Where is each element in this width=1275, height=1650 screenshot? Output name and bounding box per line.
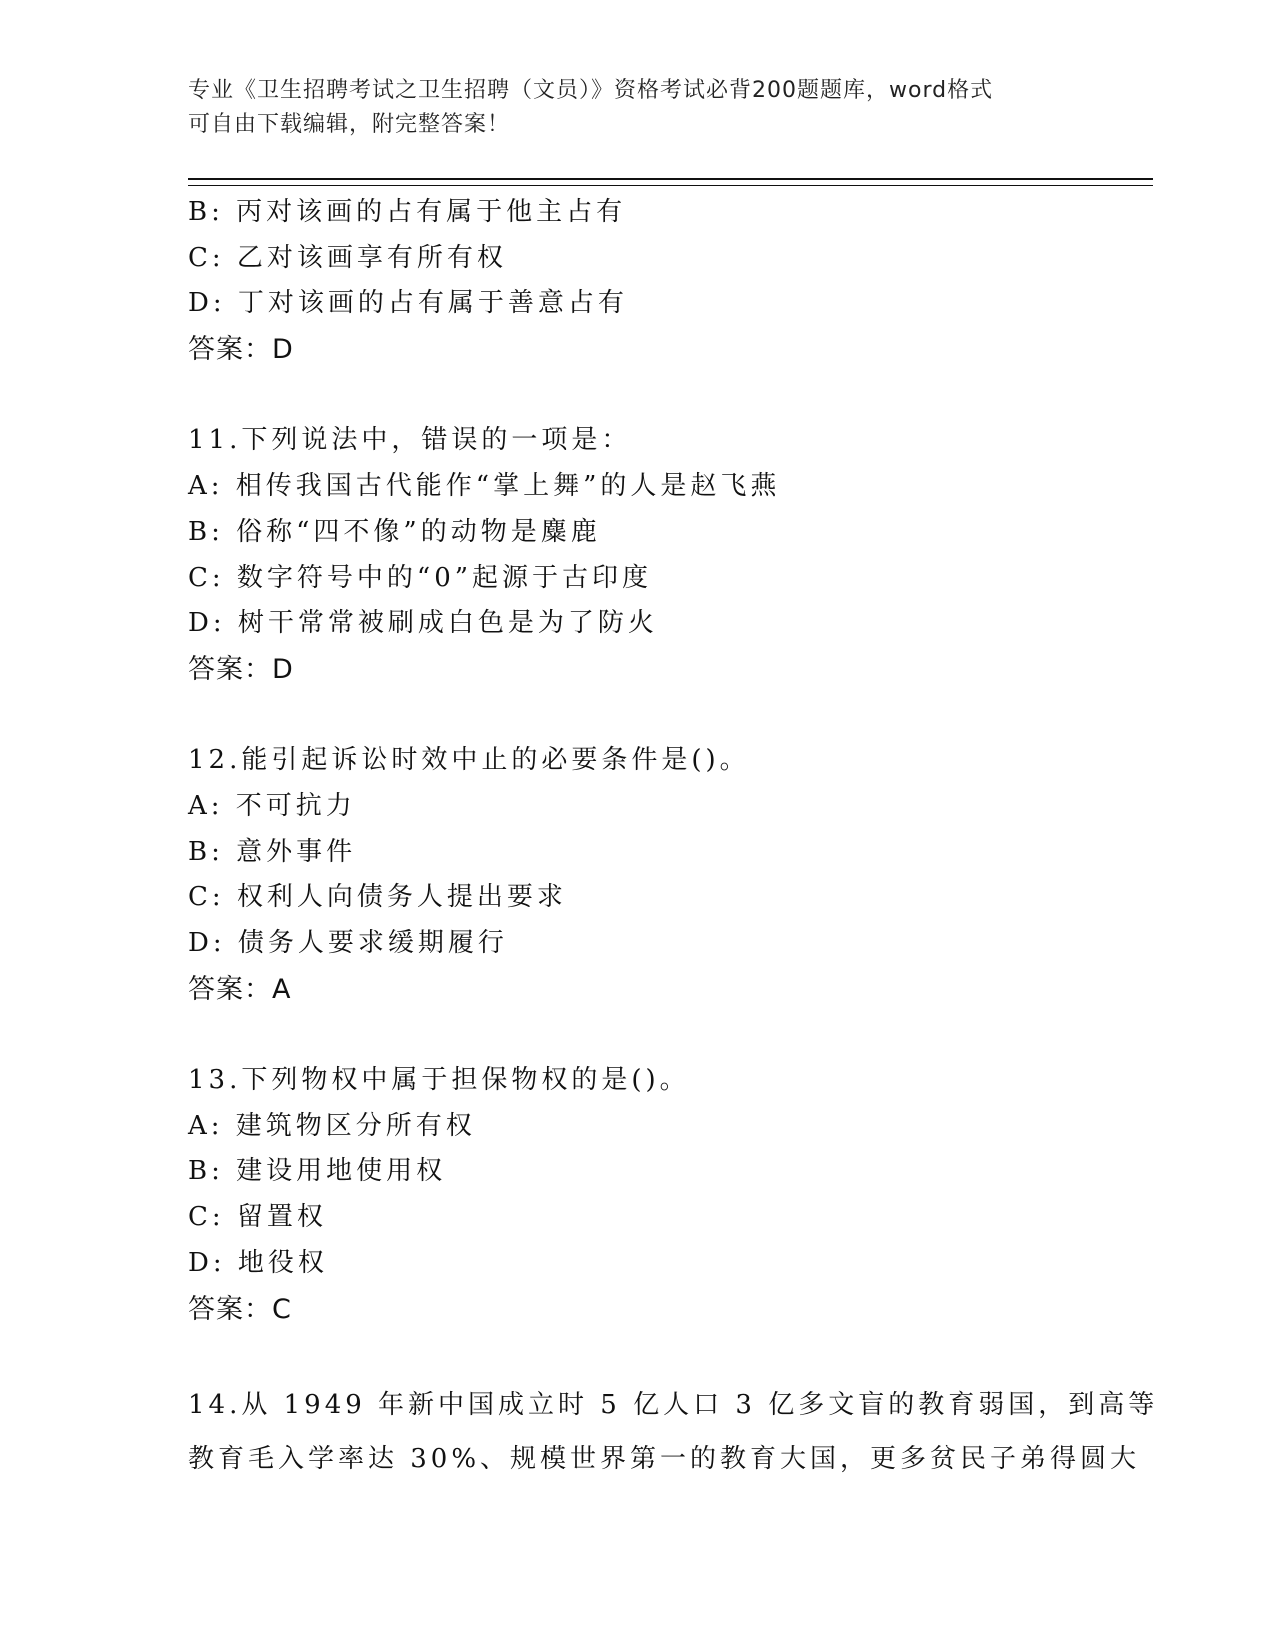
header-title-line-2: 可自由下载编辑，附完整答案！ [188,112,511,137]
option-b: B: 俗称“四不像”的动物是麋鹿 [188,516,601,547]
option-b: B: 意外事件 [188,836,357,867]
question-block-11 [188,418,1153,692]
question-stem: 12.能引起诉讼时效中止的必要条件是()。 [188,745,750,776]
question-stem: 11.下列说法中，错误的一项是： [188,425,632,456]
option-b: B: 建设用地使用权 [188,1156,447,1187]
spacer [188,373,1153,419]
option-a: A: 不可抗力 [188,790,356,821]
question-block-14 [188,1378,1159,1486]
option-c: C: 乙对该画享有所有权 [188,242,507,273]
spacer [188,1332,1153,1378]
question-stem-line-1: 14.从 1949 年新中国成立时 5 亿人口 3 亿多文盲的教育弱国，到高等 [188,1389,1159,1420]
answer-line: 答案：D [188,334,294,366]
option-a: A: 建筑物区分所有权 [188,1110,476,1141]
answer-line: 答案：A [188,973,292,1005]
option-c: C: 留置权 [188,1202,327,1233]
option-b: B: 丙对该画的占有属于他主占有 [188,197,627,227]
document-header [188,74,1088,142]
question-block-12 [188,738,1153,1012]
option-d: D: 地役权 [188,1247,328,1278]
spacer [188,693,1153,739]
option-a: A: 相传我国古代能作“掌上舞”的人是赵飞燕 [188,471,781,502]
question-stem-line-2: 教育毛入学率达 30%、规模世界第一的教育大国，更多贫民子弟得圆大 [188,1443,1141,1474]
option-d: D: 树干常常被刷成白色是为了防火 [188,608,658,639]
answer-line: 答案：C [188,1293,292,1325]
question-stem: 13.下列物权中属于担保物权的是()。 [188,1065,690,1096]
header-divider [188,178,1153,186]
header-title-line-1: 专业《卫生招聘考试之卫生招聘（文员）》资格考试必背200题题库，word格式 [188,78,994,103]
option-d: D: 债务人要求缓期履行 [188,928,508,958]
question-content [188,190,1159,1486]
question-block-prev [188,190,1153,373]
option-c: C: 权利人向债务人提出要求 [188,882,567,913]
option-c: C: 数字符号中的“0”起源于古印度 [188,562,653,593]
option-d: D: 丁对该画的占有属于善意占有 [188,288,628,319]
question-block-13 [188,1058,1153,1332]
spacer [188,1012,1153,1058]
answer-line: 答案：D [188,653,294,685]
